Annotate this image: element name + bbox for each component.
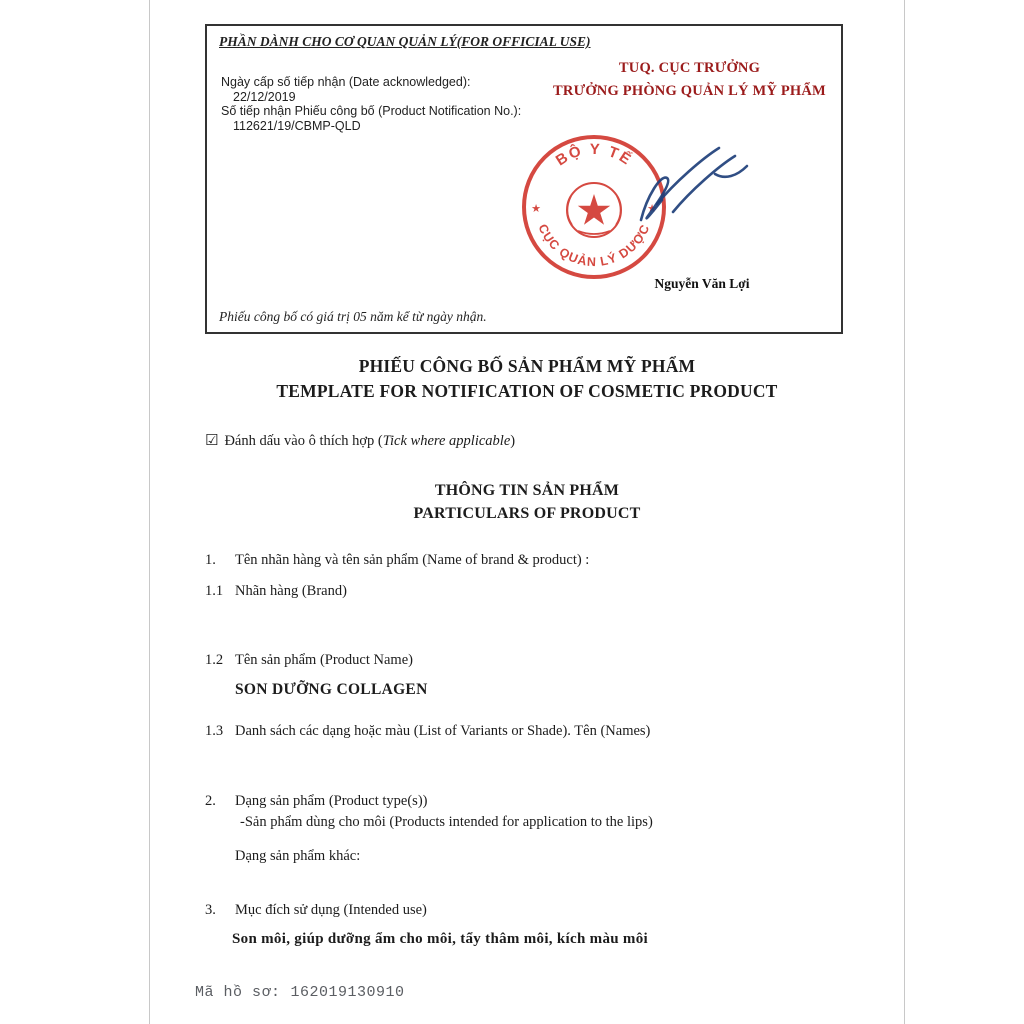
file-code xyxy=(195,984,405,1001)
file-code-value: 162019130910 xyxy=(290,984,405,1001)
signer-title-block xyxy=(542,57,837,103)
item-2-label: Dạng sản phẩm (Product type(s)) xyxy=(235,793,428,809)
item-2-number: 2. xyxy=(205,793,216,809)
item-3 xyxy=(205,902,427,919)
tick-note-closing: ) xyxy=(510,433,516,449)
validity-note: Phiếu công bố có giá trị 05 năm kể từ ngày nhận. xyxy=(219,309,487,324)
item-1 xyxy=(205,552,589,569)
item-2-sub: -Sản phẩm dùng cho môi (Products intended for application to the lips) xyxy=(240,814,653,830)
document-title xyxy=(150,354,904,404)
item-3-label: Mục đích sử dụng (Intended use) xyxy=(235,902,427,918)
tick-note-text: Đánh dấu vào ô thích hợp ( xyxy=(224,433,383,449)
national-emblem-icon xyxy=(567,183,621,237)
signer-title-line1: TUQ. CỤC TRƯỞNG xyxy=(618,60,761,76)
signer-title-line2: TRƯỞNG PHÒNG QUẢN LÝ MỸ PHẨM xyxy=(553,83,826,99)
official-use-box xyxy=(205,24,843,334)
checked-checkbox-icon: ☑ xyxy=(205,431,219,449)
item-3-number: 3. xyxy=(205,902,216,918)
notification-no-label: Số tiếp nhận Phiếu công bố (Product Notification No.): xyxy=(221,104,522,118)
item-1-label: Tên nhãn hàng và tên sản phẩm (Name of brand & product) : xyxy=(235,552,590,568)
stamp-star-left-icon: ★ xyxy=(531,202,541,215)
notification-no-value: 112621/19/CBMP-QLD xyxy=(233,118,361,133)
item-1-1 xyxy=(205,583,347,600)
date-acknowledged-label: Ngày cấp số tiếp nhận (Date acknowledged): xyxy=(221,75,471,89)
item-1-3-label: Danh sách các dạng hoặc màu (List of Variants or Shade). Tên (Names) xyxy=(235,723,651,739)
section-title-en: PARTICULARS OF PRODUCT xyxy=(413,505,641,522)
section-title xyxy=(150,479,904,525)
item-1-2 xyxy=(205,652,413,669)
stamp-top-text: BỘ Y TẾ xyxy=(552,140,636,170)
product-name-value: SON DƯỠNG COLLAGEN xyxy=(235,681,428,698)
document-title-vi: PHIẾU CÔNG BỐ SẢN PHẨM MỸ PHẨM xyxy=(358,356,696,376)
stamp-bottom-text: CỤC QUẢN LÝ DƯỢC xyxy=(535,221,653,270)
item-1-3 xyxy=(205,723,650,740)
item-1-1-label: Nhãn hàng (Brand) xyxy=(235,583,347,599)
document-title-en: TEMPLATE FOR NOTIFICATION OF COSMETIC PRODUCT xyxy=(276,381,778,401)
file-code-label: Mã hồ sơ: xyxy=(195,984,281,1001)
signer-name: Nguyễn Văn Lợi xyxy=(654,276,750,291)
acknowledgement-block xyxy=(221,75,566,133)
official-use-header: PHẦN DÀNH CHO CƠ QUAN QUẢN LÝ(FOR OFFICIAL USE) xyxy=(219,34,591,49)
item-1-1-number: 1.1 xyxy=(205,583,224,599)
item-2-other: Dạng sản phẩm khác: xyxy=(235,848,361,864)
item-2 xyxy=(205,793,427,810)
tick-note-text-en: Tick where applicable xyxy=(382,433,511,449)
intended-use-value: Son môi, giúp dưỡng ẩm cho môi, tẩy thâm môi, kích màu môi xyxy=(232,931,648,947)
document-page xyxy=(149,0,905,1024)
date-acknowledged-value: 22/12/2019 xyxy=(233,89,296,104)
stamp-star-right-icon: ★ xyxy=(647,202,657,215)
item-1-2-number: 1.2 xyxy=(205,652,224,668)
tick-note xyxy=(205,431,515,450)
item-1-2-label: Tên sản phẩm (Product Name) xyxy=(235,652,413,668)
item-1-3-number: 1.3 xyxy=(205,723,224,739)
item-1-number: 1. xyxy=(205,552,216,568)
section-title-vi: THÔNG TIN SẢN PHẨM xyxy=(434,482,620,499)
signature-icon xyxy=(627,138,767,238)
